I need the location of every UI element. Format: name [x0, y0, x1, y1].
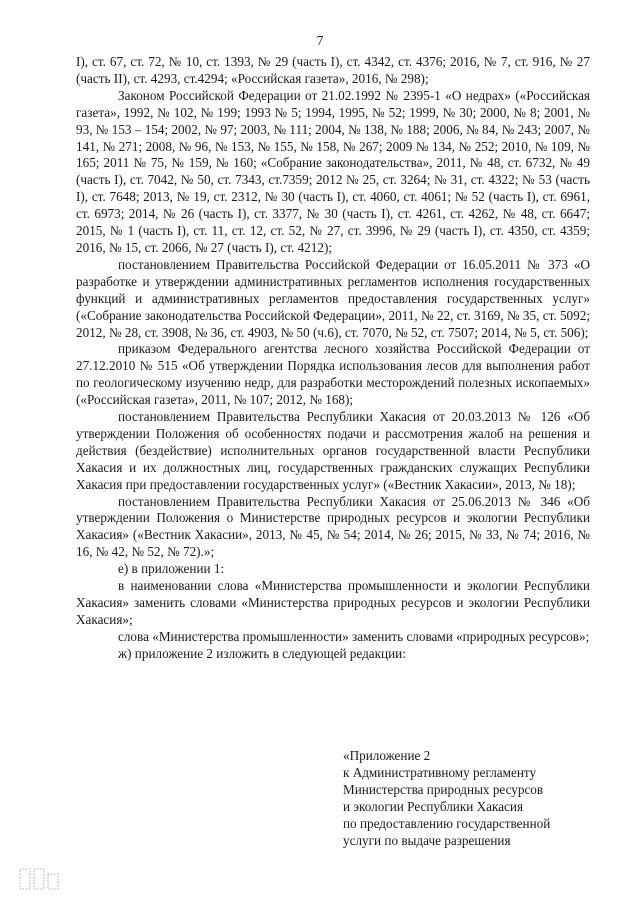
- paragraph-forestry-order-515: приказом Федерального агентства лесного хозяйства Российской Федерации от 27.12.2010 № 515 «Об утверждении Порядка использования лесов для выполнения работ по геологическому изучению недр, для разработки месторождений полезных ископаемых» («Российская газета», 2011, № 107; 2012, № 168);: [76, 341, 590, 408]
- paragraph-name-replacement: в наименовании слова «Министерства промышленности и экологии Республики Хакасия» заменить словами «Министерства природных ресурсов и экологии Республики Хакасия»;: [76, 578, 590, 627]
- appendix-line: Министерства природных ресурсов: [343, 782, 544, 797]
- paragraph-law-on-subsoil: Законом Российской Федерации от 21.02.1992 № 2395-1 «О недрах» («Российская газета», 1992, № 102, № 199; 1993 № 5; 1994, 1995, № 52; 1999, № 30; 2000, № 8; 2001, № 93, № 153 – 154; 2002, № 97; 2003, № 111; 2004, № 138, № 188; 2006, № 84, № 243; 2007, № 141, № 271; 2008, № 96, № 153, № 155, № 158, № 267; 2009 № 134, № 252; 2010, № 109, № 165; 2011 № 75, № 159, № 160; «Собрание законодательства», 2011, № 48, ст. 6732, № 49 (часть I), ст. 7042, № 50, ст. 7343, ст.7359; 2012 № 25, ст. 3264; № 31, ст. 4322; № 53 (часть I), ст. 7648; 2013, № 19, ст. 2312, № 30 (часть I), ст. 4060, ст. 4061; № 52 (часть I), ст. 6961, ст. 6973; 2014, № 26 (часть I), ст. 3377, № 30 (часть I), ст. 4261, ст. 4262, № 48, ст. 6647; 2015, № 1 (часть I), ст. 11, ст. 12, ст. 52, № 27, ст. 3996, № 29 (часть I), ст. 4350, ст. 4359; 2016, № 15, ст. 2066, № 27 (часть I), ст. 4212);: [76, 87, 590, 255]
- appendix-line: к Административному регламенту: [343, 765, 537, 780]
- document-body: [76, 54, 590, 663]
- page-number: 7: [316, 33, 324, 48]
- scan-artifact-mark: [18, 866, 62, 892]
- appendix-line: по предоставлению государственной: [343, 816, 551, 831]
- appendix-line: и экологии Республики Хакасия: [343, 799, 524, 814]
- paragraph-khakassia-resolution-126: постановлением Правительства Республики Хакасия от 20.03.2013 № 126 «Об утверждении Положения об особенностях подачи и рассмотрения жалоб на решения и действия (бездействие) исполнительных органов государственной власти Республики Хакасия и их должностных лиц, государственных гражданских служащих Республики Хакасия при предоставлении государственных услуг» («Вестник Хакасии», 2013, № 18);: [76, 409, 590, 492]
- paragraph-khakassia-resolution-346: постановлением Правительства Республики Хакасия от 25.06.2013 № 346 «Об утверждении Положения о Министерстве природных ресурсов и экологии Республики Хакасия» («Вестник Хакасии», 2013, № 45, № 54; 2014, № 26; 2015, № 33, № 74; 2016, № 16, № 42, № 52, № 72).»;: [76, 493, 590, 560]
- paragraph-item-e: е) в приложении 1:: [118, 561, 225, 577]
- appendix-line: «Приложение 2: [343, 748, 431, 763]
- appendix-header: [343, 747, 593, 849]
- paragraph-words-replacement: слова «Министерства промышленности» заменить словами «природных ресурсов»;: [118, 628, 590, 644]
- paragraph-continuation: I), ст. 67, ст. 72, № 10, ст. 1393, № 29 (часть I), ст. 4342, ст. 4376; 2016, № 7, ст. 916, № 27 (часть II), ст. 4293, ст.4294; «Российская газета», 2016, № 298);: [76, 54, 590, 86]
- appendix-line: услуги по выдаче разрешения: [343, 833, 511, 848]
- paragraph-government-resolution-373: постановлением Правительства Российской Федерации от 16.05.2011 № 373 «О разработке и утверждении административных регламентов исполнения государственных функций и административных регламентов предоставления государственных услуг» («Собрание законодательства Российской Федерации», 2011, № 22, ст. 3169, № 35, ст. 5092; 2012, № 28, ст. 3908, № 36, ст. 4903, № 50 (ч.6), ст. 7070, № 52, ст. 7507; 2014, № 5, ст. 506);: [76, 256, 590, 340]
- paragraph-item-zh: ж) приложение 2 изложить в следующей редакции:: [118, 645, 406, 661]
